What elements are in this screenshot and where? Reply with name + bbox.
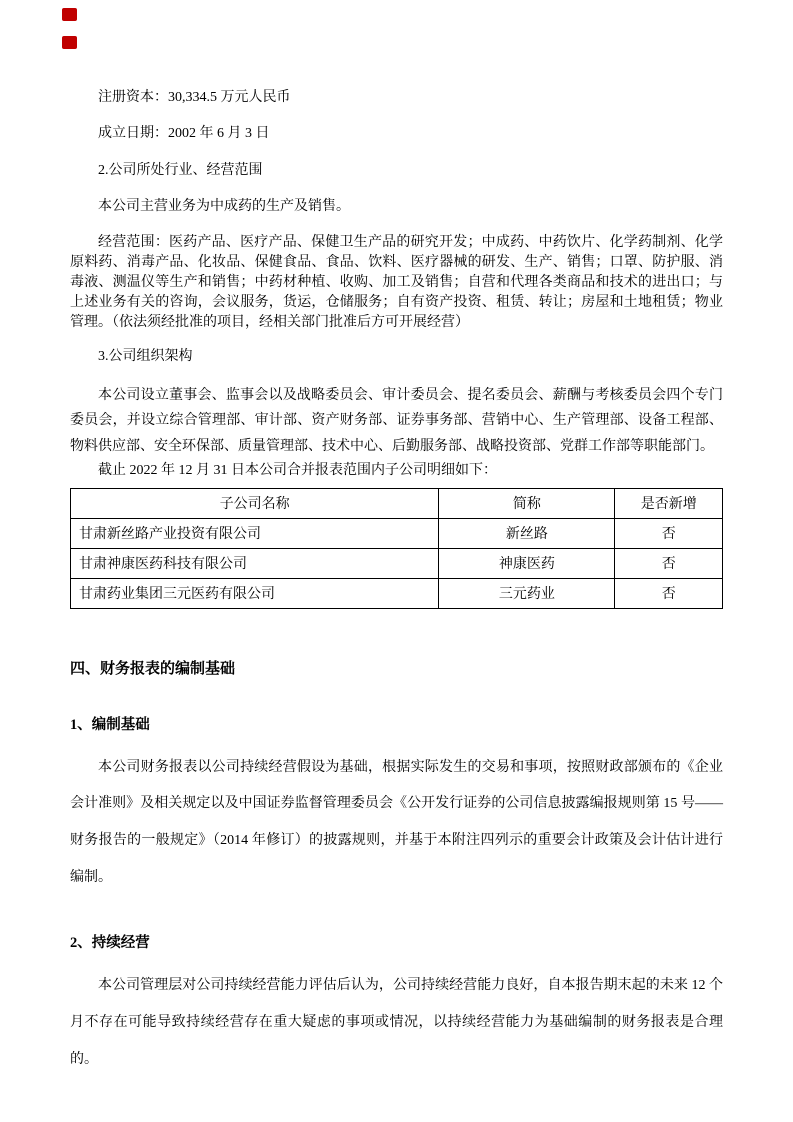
subsidiary-name-cell: 甘肃新丝路产业投资有限公司 — [71, 518, 439, 548]
column-header-subsidiary-name: 子公司名称 — [71, 488, 439, 518]
going-concern-paragraph: 本公司管理层对公司持续经营能力评估后认为，公司持续经营能力良好，自本报告期末起的未来 12 个月不存在可能导致持续经营存在重大疑虑的事项或情况，以持续经营能力为基础编制的财务报表是合理的。 — [70, 978, 723, 1067]
table-row — [71, 518, 723, 548]
subsidiary-name-cell: 甘肃神康医药科技有限公司 — [71, 548, 439, 578]
main-business-line: 本公司主营业务为中成药的生产及销售。 — [98, 198, 350, 214]
subsection2-heading: 2、持续经营 — [70, 935, 150, 952]
establish-date-line: 成立日期：2002 年 6 月 3 日 — [98, 126, 270, 142]
is-new-cell: 否 — [615, 578, 723, 608]
is-new-cell: 否 — [615, 548, 723, 578]
industry-scope-heading: 2.公司所处行业、经营范围 — [98, 162, 263, 178]
column-header-short-name: 简称 — [439, 488, 615, 518]
subsidiary-name-cell: 甘肃药业集团三元医药有限公司 — [71, 578, 439, 608]
is-new-cell: 否 — [615, 518, 723, 548]
table-row — [71, 578, 723, 608]
org-structure-paragraph: 本公司设立董事会、监事会以及战略委员会、审计委员会、提名委员会、薪酬与考核委员会四个专门委员会，并设立综合管理部、审计部、资产财务部、证券事务部、营销中心、生产管理部、设备工程部、物料供应部、安全环保部、质量管理部、技术中心、后勤服务部、战略投资部、党群工作部等职能部门。 — [70, 387, 723, 454]
business-scope-paragraph: 经营范围：医药产品、医疗产品、保健卫生产品的研究开发；中成药、中药饮片、化学药制剂、化学原料药、消毒产品、化妆品、保健食品、食品、饮料、医疗器械的研发、生产、销售；口罩、防护服、消毒液、测温仪等生产和销售；中药材种植、收购、加工及销售；自营和代理各类商品和技术的进出口；与上述业务有关的咨询，会议服务，货运，仓储服务；自有资产投资、租赁、转让；房屋和土地租赁；物业管理。（依法须经批准的项目，经相关部门批准后方可开展经营） — [70, 235, 723, 330]
short-name-cell: 三元药业 — [439, 578, 615, 608]
column-header-is-new: 是否新增 — [615, 488, 723, 518]
table-row — [71, 548, 723, 578]
subsidiary-table-intro: 截止 2022 年 12 月 31 日本公司合并报表范围内子公司明细如下： — [98, 463, 497, 479]
red-stamp-mark — [62, 36, 77, 49]
registered-capital-line: 注册资本：30,334.5 万元人民币 — [98, 90, 291, 105]
section4-heading: 四、财务报表的编制基础 — [70, 660, 236, 677]
short-name-cell: 神康医药 — [439, 548, 615, 578]
short-name-cell: 新丝路 — [439, 518, 615, 548]
table-header-row — [71, 488, 723, 518]
subsection1-heading: 1、编制基础 — [70, 716, 150, 733]
org-structure-heading: 3.公司组织架构 — [98, 348, 193, 364]
red-stamp-mark — [62, 8, 77, 21]
preparation-basis-paragraph: 本公司财务报表以公司持续经营假设为基础，根据实际发生的交易和事项，按照财政部颁布的《企业会计准则》及相关规定以及中国证券监督管理委员会《公开发行证券的公司信息披露编报规则第 15 号——财务报告的一般规定》（2014 年修订）的披露规则，并基于本附注四列示的重要会计政策及会计估计进行编制。 — [70, 759, 723, 885]
subsidiary-table — [70, 488, 723, 609]
